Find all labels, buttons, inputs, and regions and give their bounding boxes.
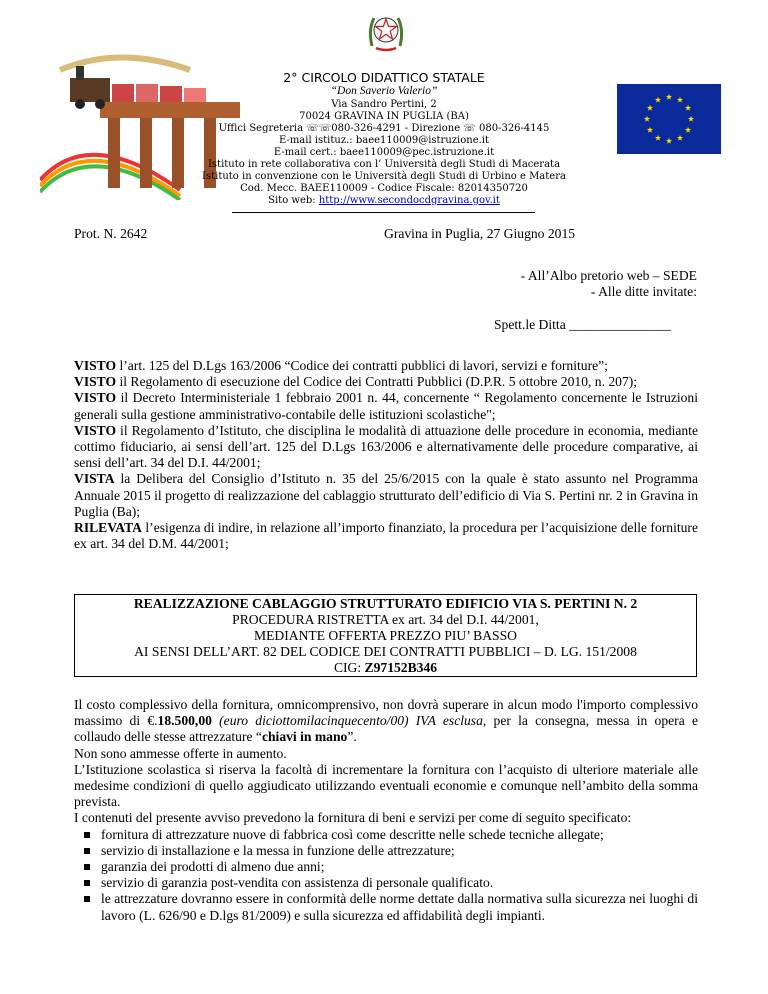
cost-words: (euro diciottomilacinquecento/00) IVA esclusa bbox=[211, 713, 483, 729]
school-name: 2° CIRCOLO DIDATTICO STATALE bbox=[283, 70, 485, 85]
cost-paragraph bbox=[74, 697, 698, 746]
list-item: le attrezzature dovranno essere in conformità delle norme dettate dalla normativa sulla sicurezza nei luoghi di lavoro (L. 626/90 e D.lgs 81/2009) e sulla sicurezza ed affidabilità degli impianti. bbox=[74, 891, 698, 923]
italian-republic-emblem-icon bbox=[366, 8, 406, 54]
chiavi-in-mano: chiavi in mano bbox=[261, 729, 348, 745]
cost-end: ”. bbox=[347, 729, 357, 745]
reserve-paragraph: L’Istituzione scolastica si riserva la facoltà di incrementare la fornitura con l’acquisto di ulteriore materiale alle medesime condizioni di quello aggiudicato utilizzando eventuali economie e comunque nell’ambito della somma prevista. bbox=[74, 761, 698, 810]
header-contact-lines bbox=[0, 99, 768, 207]
network-line: Istituto in rete collaborativa con l’ Università degli Studi di Macerata bbox=[207, 159, 561, 170]
premise-item bbox=[74, 390, 698, 422]
box-title: REALIZZAZIONE CABLAGGIO STRUTTURATO EDIFICIO VIA S. PERTINI N. 2 bbox=[133, 596, 638, 611]
spett-ditta-line: Spett.le Ditta _______________ bbox=[494, 317, 672, 332]
cost-text: Il costo complessivo della fornitura, omnicomprensivo, non dovrà superare in alcun modo l'importo complessivo massimo di €. bbox=[74, 697, 698, 729]
school-subtitle: “Don Saverio Valerio” bbox=[330, 85, 438, 97]
premise-keyword: RILEVATA bbox=[74, 520, 142, 536]
recipients bbox=[521, 268, 697, 300]
website-line bbox=[0, 195, 768, 207]
premise-item bbox=[74, 520, 698, 552]
email-line: E-mail istituz.: baee110009@istruzione.it bbox=[278, 135, 490, 146]
supply-list bbox=[74, 827, 698, 924]
list-item: servizio di installazione e la messa in funzione delle attrezzature; bbox=[74, 843, 698, 859]
premise-item bbox=[74, 374, 698, 390]
premise-text: la Delibera del Consiglio d’Istituto n. 35 del 25/6/2015 con la quale è stato assunto nel Programma Annuale 2015 il progetto di realizzazione del cablaggio strutturato dell’edificio di Via S. Pertini nr. 2 in Gravina in Puglia (Ba); bbox=[74, 471, 698, 519]
list-intro: I contenuti del presente avviso prevedono la fornitura di beni e servizi per come di seguito specificato: bbox=[74, 810, 632, 826]
body-block bbox=[74, 697, 698, 924]
premise-keyword: VISTO bbox=[74, 422, 117, 438]
premise-text: l’esigenza di indire, in relazione all’importo finanziato, la procedura per l’acquisizione delle forniture ex art. 34 del D.M. 44/2001; bbox=[74, 520, 698, 552]
phone-line: Uffici Segreteria ☏☏080-326-4291 - Direzione ☏ 080-326-4145 bbox=[218, 123, 550, 134]
no-increase: Non sono ammesse offerte in aumento. bbox=[74, 745, 287, 761]
premise-keyword: VISTO bbox=[74, 358, 117, 373]
website-link[interactable]: http://www.secondocdgravina.gov.it bbox=[318, 195, 500, 206]
place-date: Gravina in Puglia, 27 Giugno 2015 bbox=[384, 226, 576, 241]
cig-label: CIG: bbox=[333, 660, 365, 675]
premise-keyword: VISTO bbox=[74, 390, 117, 406]
premises-block bbox=[74, 358, 698, 552]
cig-value: Z97152B346 bbox=[364, 660, 438, 675]
cost-text-2: , per la consegna, messa in opera e collaudo delle stesse attrezzature “ bbox=[74, 713, 698, 745]
premise-item bbox=[74, 423, 698, 472]
premise-keyword: VISTA bbox=[74, 471, 115, 487]
list-item: fornitura di attrezzature nuove di fabbrica così come descritte nelle schede tecniche allegate; bbox=[74, 827, 698, 843]
list-item: servizio di garanzia post-vendita con assistenza di personale qualificato. bbox=[74, 875, 698, 891]
protocol-number: Prot. N. 2642 bbox=[74, 226, 148, 241]
cost-amount: 18.500,00 bbox=[157, 713, 212, 729]
website-label: Sito web: bbox=[268, 195, 319, 206]
box-legal-ref: AI SENSI DELL’ART. 82 DEL CODICE DEI CONTRATTI PUBBLICI – D. LG. 151/2008 bbox=[134, 644, 637, 659]
premise-text: l’art. 125 del D.Lgs 163/2006 “Codice dei contratti pubblici di lavori, servizi e forniture”; bbox=[116, 358, 608, 373]
recipient-ditte: - Alle ditte invitate: bbox=[590, 284, 697, 299]
premise-text: il Regolamento d’Istituto, che disciplina le modalità di attuazione delle procedure in economia, mediante cottimo fiduciario, ai sensi dell’art. 125 del D.Lgs 163/2006 e alternativamente delle procedure comparative, ai sensi dell’art. 34 del D.I. 44/2001; bbox=[74, 422, 698, 471]
premise-text: il Regolamento di esecuzione del Codice dei Contratti Pubblici (D.P.R. 5 ottobre 2010, n. 207); bbox=[116, 374, 638, 390]
premise-item bbox=[74, 471, 698, 520]
premise-item bbox=[74, 358, 698, 374]
box-cig bbox=[75, 660, 696, 676]
pec-email-line: E-mail cert.: baee110009@pec.istruzione.it bbox=[273, 147, 495, 158]
box-offer-type: MEDIANTE OFFERTA PREZZO PIU’ BASSO bbox=[254, 628, 517, 643]
city-line: 70024 GRAVINA IN PUGLIA (BA) bbox=[299, 111, 469, 122]
recipient-albo: - All’Albo pretorio web – SEDE bbox=[520, 268, 697, 283]
list-item: garanzia dei prodotti di almeno due anni; bbox=[74, 859, 698, 875]
header-divider bbox=[232, 212, 535, 213]
premise-keyword: VISTO bbox=[74, 374, 117, 390]
procedure-title-box bbox=[74, 594, 697, 677]
premise-text: il Decreto Interministeriale 1 febbraio 2001 n. 44, concernente “ Regolamento concernente le Istruzioni generali sulla gestione amministrativo-contabile delle istituzioni scolastiche"; bbox=[74, 390, 698, 422]
convention-line: Istituto in convenzione con le Università degli Studi di Urbino e Matera bbox=[202, 171, 566, 182]
box-procedure: PROCEDURA RISTRETTA ex art. 34 del D.I. 44/2001, bbox=[232, 612, 539, 627]
address-line: Via Sandro Pertini, 2 bbox=[331, 99, 437, 110]
codes-line: Cod. Mecc. BAEE110009 - Codice Fiscale: 82014350720 bbox=[240, 183, 528, 194]
